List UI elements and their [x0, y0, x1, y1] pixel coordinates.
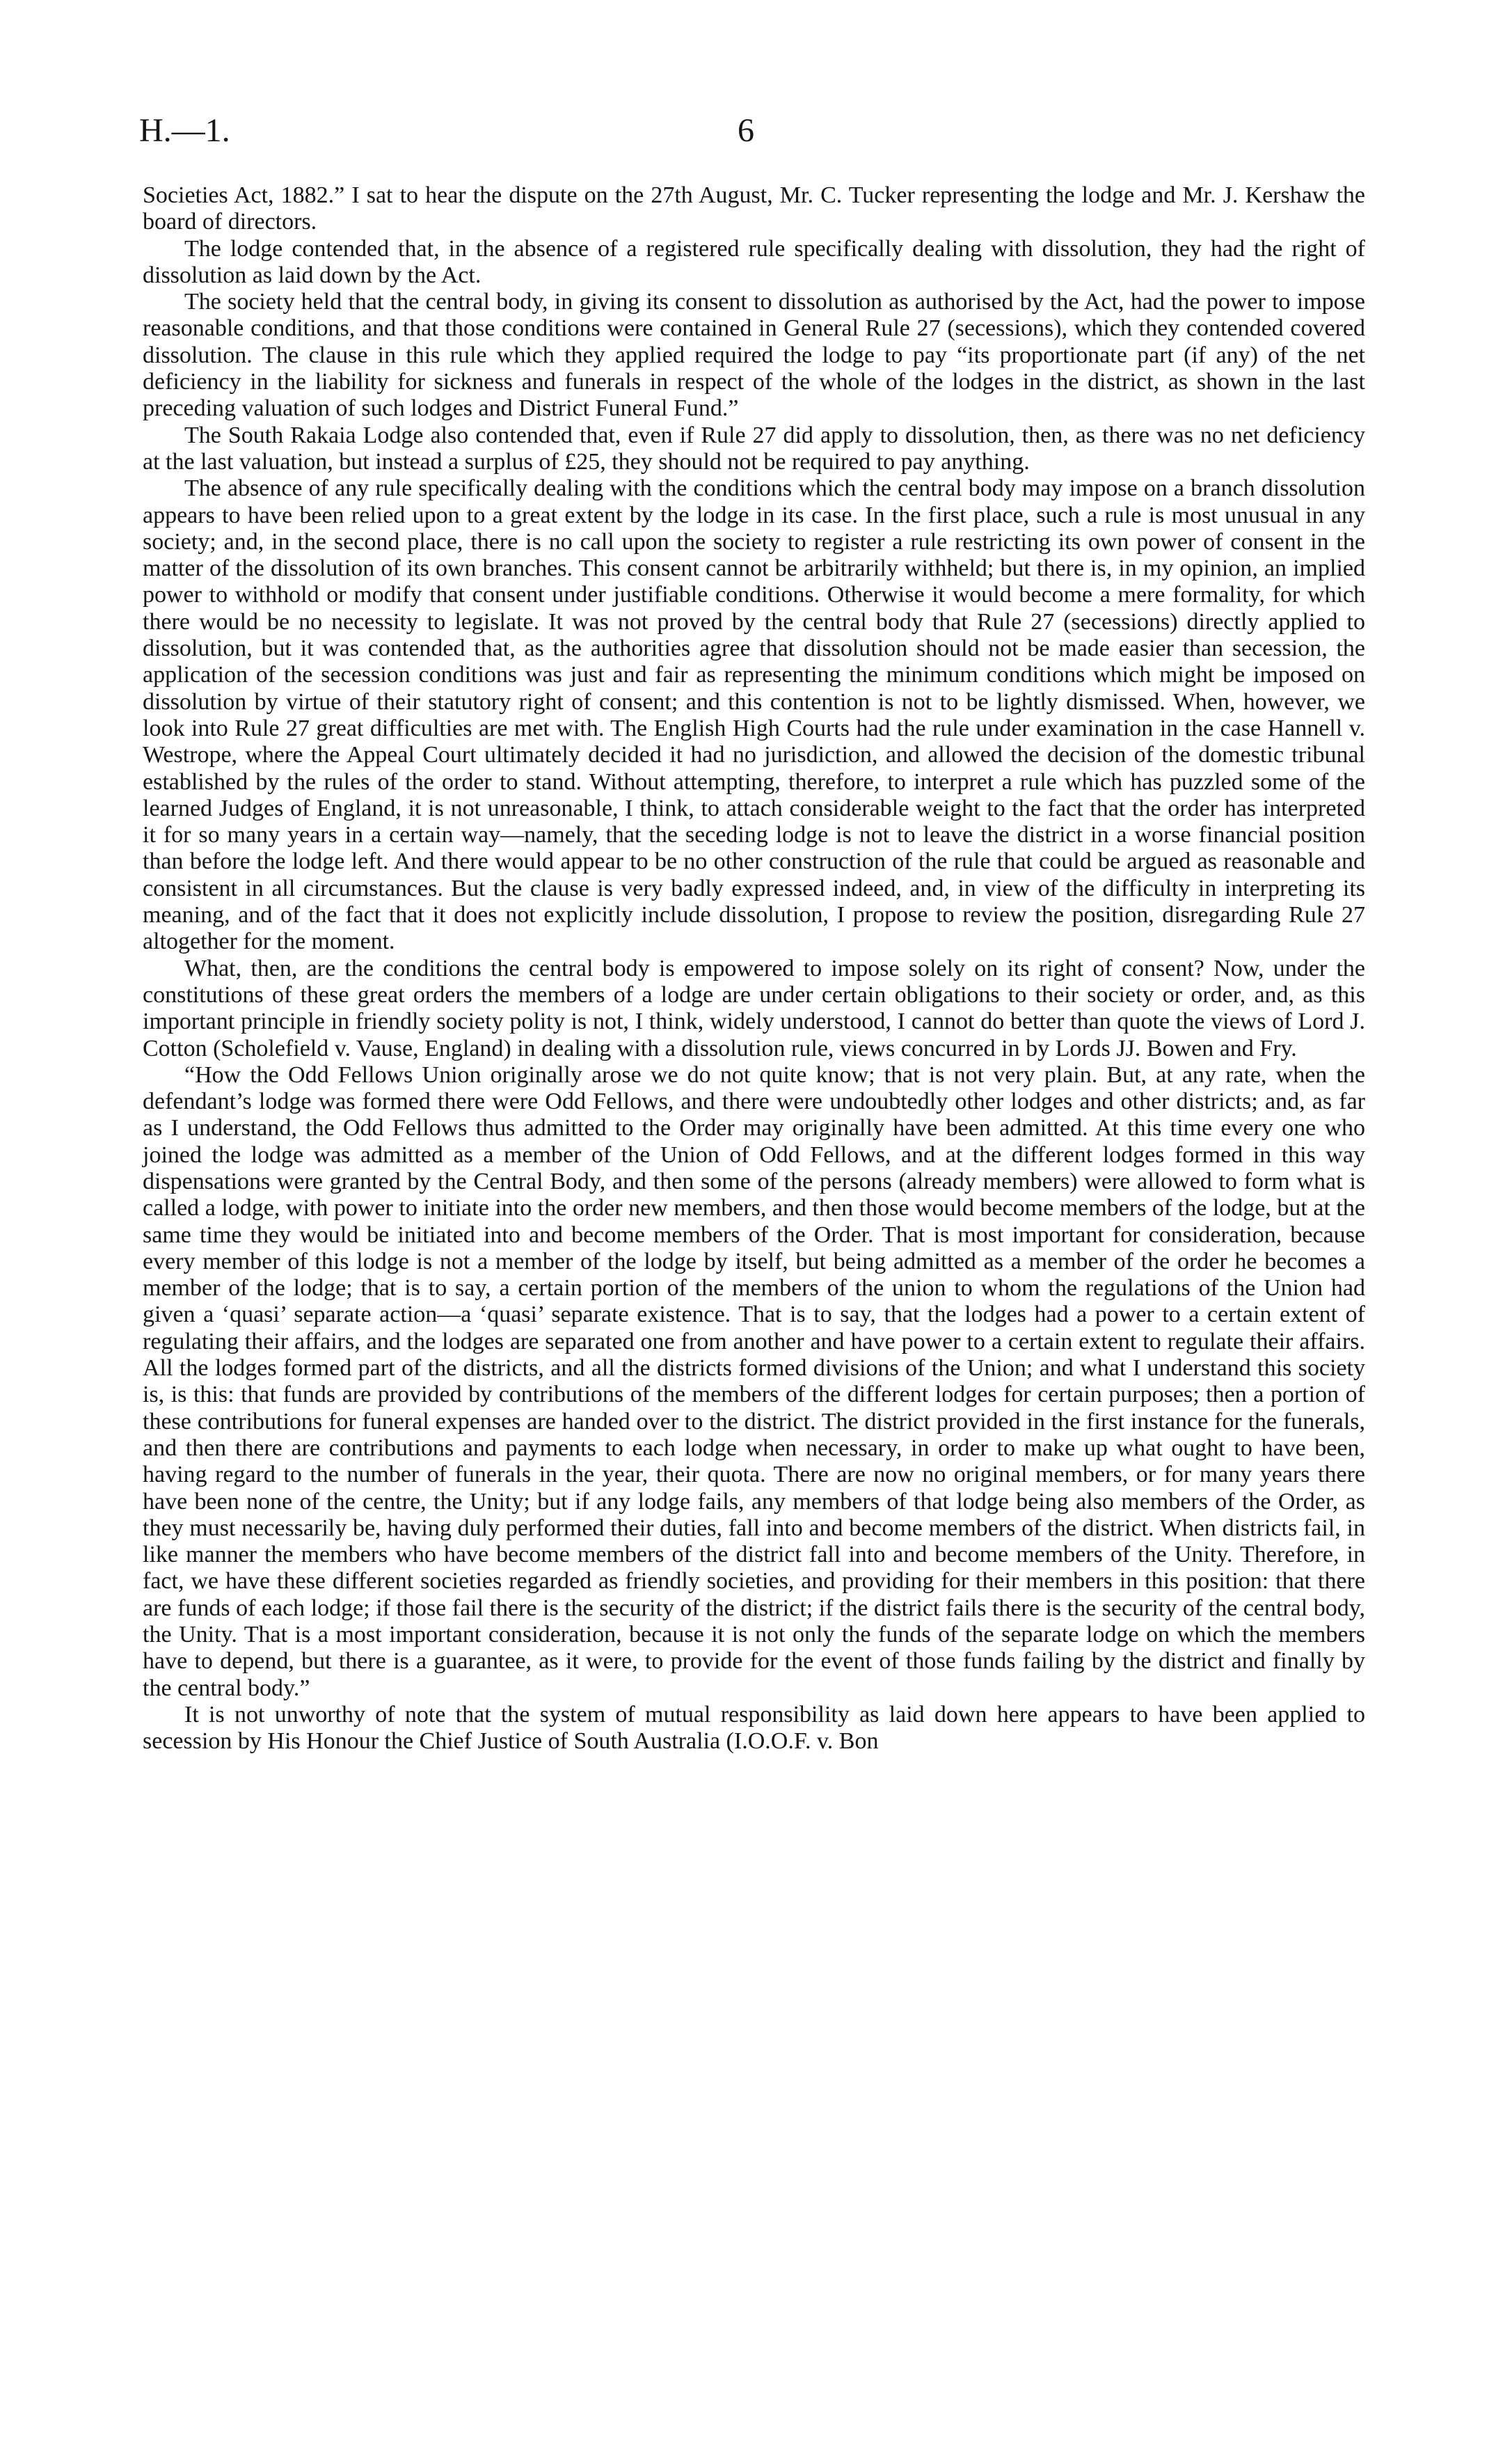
paragraph-mutual-responsibility: It is not unworthy of note that the system of mutual responsibility as laid down here appears to have been applied to secession by His Honour the Chief Justice of South Australia (I.O.O.F. v. Bon: [143, 1701, 1365, 1755]
paragraph-quotation: “How the Odd Fellows Union originally arose we do not quite know; that is not very plain. But, at any rate, when the defendant’s lodge was formed there were Odd Fellows, and there were undoubtedly other lodges and other districts; and, as far as I understand, the Odd Fellows thus admitted to the Order may originally have been admitted. At this time every one who joined the lodge was admitted as a member of the Union of Odd Fellows, and at the different lodges formed in this way dispensations were granted by the Central Body, and then some of the persons (already members) were allowed to form what is called a lodge, with power to initiate into the order new members, and then those would become members of the lodge, but at the same time they would be initiated into and become members of the Order. That is most important for consideration, because every member of this lodge is not a member of the lodge by itself, but being admitted as a member of the order he becomes a member of the lodge; that is to say, a certain portion of the members of the union to whom the regulations of the Union had given a ‘quasi’ separate action—a ‘quasi’ separate existence. That is to say, that the lodges had a power to a certain extent of regulating their affairs, and the lodges are separated one from another and have power to a certain extent to regulate their affairs. All the lodges formed part of the districts, and all the districts formed divisions of the Union; and what I understand this society is, is this: that funds are provided by contributions of the members of the different lodges for certain purposes; then a portion of these contributions for funeral expenses are handed over to the district. The district provided in the first instance for the funerals, and then there are contributions and payments to each lodge when necessary, in order to make up what ought to have been, having regard to the number of funerals in the year, their quota. There are now no original members, or for many years there have been none of the centre, the Unity; but if any lodge fails, any members of that lodge being also members of the Order, as they must necessarily be, having duly performed their duties, fall into and become members of the district. When districts fail, in like manner the members who have become members of the district fall into and become members of the Unity. Therefore, in fact, we have these different societies regarded as friendly societies, and providing for their members in this position: that there are funds of each lodge; if those fail there is the security of the district; if the district fails there is the security of the central body, the Unity. That is a most important consideration, because it is not only the funds of the separate lodge on which the members have to depend, but there is a guarantee, as it were, to provide for the event of those funds failing by the district and finally by the central body.”: [143, 1061, 1365, 1701]
paragraph-conditions: What, then, are the conditions the central body is empowered to impose solely on its right of consent? Now, under the constitutions of these great orders the members of a lodge are under certain obligations to their society or order, and, as this important principle in friendly society polity is not, I think, widely understood, I cannot do better than quote the views of Lord J. Cotton (Scholefield v. Vause, England) in dealing with a dissolution rule, views concurred in by Lords JJ. Bowen and Fry.: [143, 955, 1365, 1061]
page-header: [139, 111, 1378, 160]
document-body: [143, 182, 1365, 1755]
page-number: 6: [738, 112, 754, 149]
paragraph-continuation: Societies Act, 1882.” I sat to hear the dispute on the 27th August, Mr. C. Tucker representing the lodge and Mr. J. Kershaw the board of directors.: [143, 182, 1365, 235]
paragraph-south-rakaia: The South Rakaia Lodge also contended that, even if Rule 27 did apply to dissolution, then, as there was no net deficiency at the last valuation, but instead a surplus of £25, they should not be required to pay anything.: [143, 422, 1365, 475]
paragraph-lodge-contention: The lodge contended that, in the absence of a registered rule specifically dealing with dissolution, they had the right of dissolution as laid down by the Act.: [143, 235, 1365, 288]
document-reference: H.—1.: [139, 112, 230, 149]
paragraph-analysis: The absence of any rule specifically dealing with the conditions which the central body may impose on a branch dissolution appears to have been relied upon to a great extent by the lodge in its case. In the first place, such a rule is most unusual in any society; and, in the second place, there is no call upon the society to register a rule restricting its own power of consent in the matter of the dissolution of its own branches. This consent cannot be arbitrarily withheld; but there is, in my opinion, an implied power to withhold or modify that consent under justifiable conditions. Otherwise it would become a mere formality, for which there would be no necessity to legislate. It was not proved by the central body that Rule 27 (secessions) directly applied to dissolution, but it was contended that, as the authorities agree that dissolution should not be made easier than secession, the application of the secession conditions was just and fair as representing the minimum conditions which might be imposed on dissolution by virtue of their statutory right of consent; and this contention is not to be lightly dismissed. When, however, we look into Rule 27 great difficulties are met with. The English High Courts had the rule under examination in the case Hannell v. Westrope, where the Appeal Court ultimately decided it had no jurisdiction, and allowed the decision of the domestic tribunal established by the rules of the order to stand. Without attempting, therefore, to interpret a rule which has puzzled some of the learned Judges of England, it is not unreasonable, I think, to attach considerable weight to the fact that the order has interpreted it for so many years in a certain way—namely, that the seceding lodge is not to leave the district in a worse financial position than before the lodge left. And there would appear to be no other construction of the rule that could be argued as reasonable and consistent in all circumstances. But the clause is very badly expressed indeed, and, in view of the difficulty in interpreting its meaning, and of the fact that it does not explicitly include dissolution, I propose to review the position, disregarding Rule 27 altogether for the moment.: [143, 475, 1365, 955]
paragraph-society-position: The society held that the central body, in giving its consent to dissolution as authorised by the Act, had the power to impose reasonable conditions, and that those conditions were contained in General Rule 27 (secessions), which they contended covered dissolution. The clause in this rule which they applied required the lodge to pay “its proportionate part (if any) of the net deficiency in the liability for sickness and funerals in respect of the whole of the lodges in the district, as shown in the last preceding valuation of such lodges and District Funeral Fund.”: [143, 289, 1365, 422]
